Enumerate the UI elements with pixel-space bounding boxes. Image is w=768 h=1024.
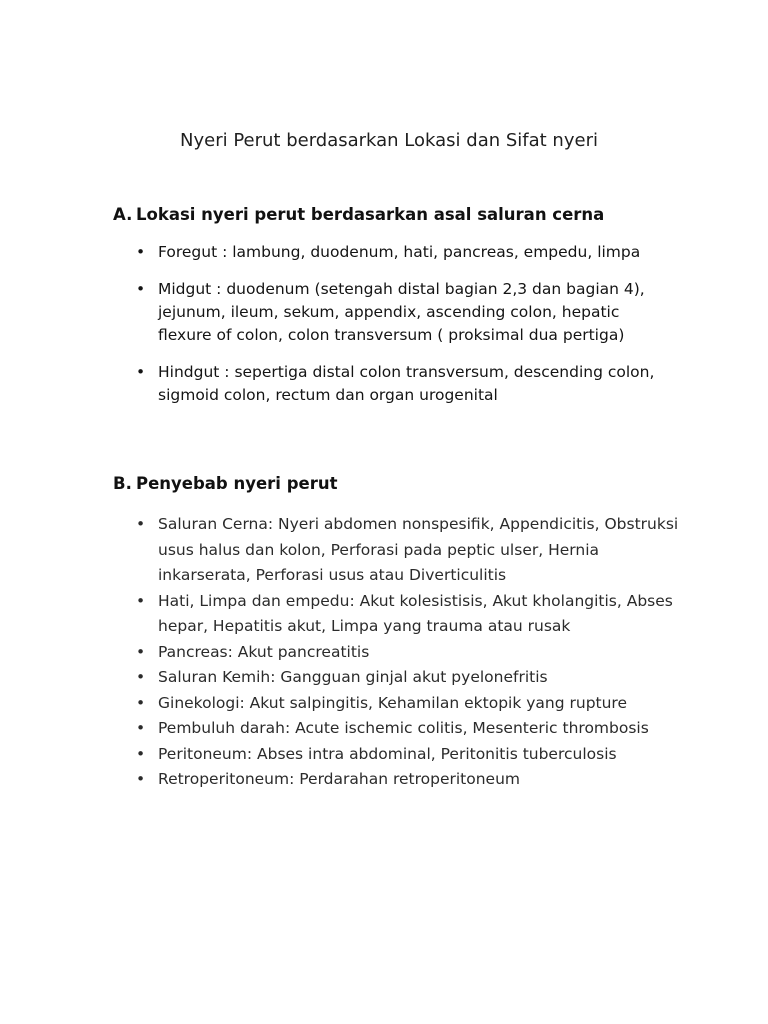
section-b-list	[134, 512, 679, 793]
section-b-letter: B.	[113, 474, 132, 493]
list-item	[134, 691, 679, 717]
list-item-text: Peritoneum: Abses intra abdominal, Peritonitis tuberculosis	[158, 744, 617, 763]
list-item	[134, 361, 674, 407]
list-item	[134, 589, 679, 640]
list-item-text: Ginekologi: Akut salpingitis, Kehamilan ektopik yang rupture	[158, 693, 628, 712]
list-item	[134, 512, 679, 589]
section-a-heading-text: Lokasi nyeri perut berdasarkan asal saluran cerna	[136, 205, 605, 224]
list-item-text: Retroperitoneum: Perdarahan retroperitoneum	[158, 770, 521, 788]
bullet-icon: •	[136, 744, 146, 763]
bullet-icon: •	[136, 719, 146, 737]
bullet-icon: •	[136, 591, 146, 610]
list-item-text: Pancreas: Akut pancreatitis	[158, 642, 370, 661]
bullet-icon: •	[136, 363, 146, 381]
bullet-icon: •	[136, 280, 146, 298]
bullet-icon: •	[136, 515, 146, 533]
bullet-icon: •	[136, 668, 146, 686]
document-title: Nyeri Perut berdasarkan Lokasi dan Sifat nyeri	[180, 130, 598, 151]
list-item	[134, 278, 674, 347]
list-item	[134, 716, 679, 742]
list-item	[134, 767, 679, 793]
list-item	[134, 241, 674, 264]
bullet-icon: •	[136, 642, 146, 661]
section-a-heading	[113, 203, 604, 227]
list-item	[134, 742, 679, 768]
list-item	[134, 665, 679, 691]
list-item	[134, 640, 679, 666]
list-item-text: Pembuluh darah: Acute ischemic colitis, Mesenteric thrombosis	[158, 719, 649, 737]
list-item-text: Midgut : duodenum (setengah distal bagian 2,3 dan bagian 4), jejunum, ileum, sekum, appendix, ascending colon, hepatic flexure of colon, colon transversum ( proksimal dua pertiga)	[158, 280, 645, 344]
list-item-text: Saluran Cerna: Nyeri abdomen nonspesifik, Appendicitis, Obstruksi usus halus dan kolon, Perforasi pada peptic ulser, Hernia inkarserata, Perforasi usus atau Diverticulitis	[158, 515, 679, 584]
bullet-icon: •	[136, 243, 146, 261]
section-b-heading	[113, 472, 337, 496]
list-item-text: Foregut : lambung, duodenum, hati, pancreas, empedu, limpa	[158, 243, 641, 261]
list-item-text: Hati, Limpa dan empedu: Akut kolesistisis, Akut kholangitis, Abses hepar, Hepatitis akut, Limpa yang trauma atau rusak	[158, 591, 673, 635]
section-a-list	[134, 241, 674, 421]
bullet-icon: •	[136, 693, 146, 712]
bullet-icon: •	[136, 770, 146, 788]
section-a-letter: A.	[113, 205, 133, 224]
section-b-heading-text: Penyebab nyeri perut	[136, 474, 338, 493]
list-item-text: Hindgut : sepertiga distal colon transversum, descending colon, sigmoid colon, rectum dan organ urogenital	[158, 363, 655, 404]
list-item-text: Saluran Kemih: Gangguan ginjal akut pyelonefritis	[158, 668, 548, 686]
